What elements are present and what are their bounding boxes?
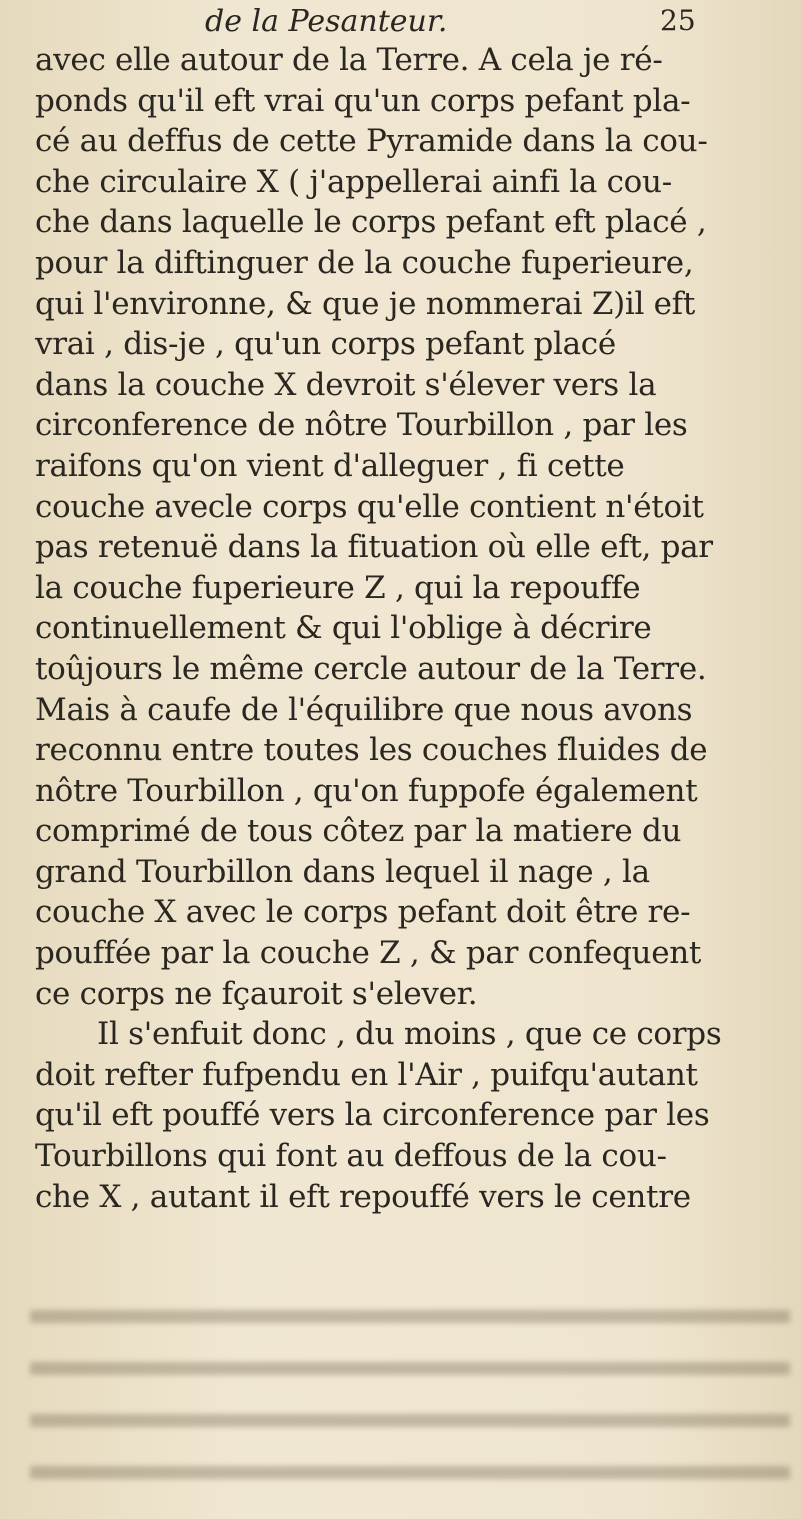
- text-line: comprimé de tous côtez par la matiere du: [35, 813, 682, 850]
- text-line: ce corps ne fçauroit s'elever.: [35, 975, 478, 1012]
- page-header: [0, 4, 801, 44]
- text-line: avec elle autour de la Terre. A cela je ré-: [35, 42, 663, 78]
- text-line: Il s'enfuit donc , du moins , que ce corps: [97, 1016, 722, 1053]
- text-line: pas retenuë dans la fituation où elle eft, par: [35, 529, 713, 566]
- text-line: couche X avec le corps pefant doit être re-: [35, 894, 691, 931]
- text-line: qui l'environne, & que je nommerai Z)il eft: [35, 285, 696, 322]
- text-line: couche avecle corps qu'elle contient n'étoit: [35, 488, 704, 525]
- text-line: Mais à caufe de l'équilibre que nous avons: [35, 691, 693, 728]
- page-number: 25: [660, 4, 696, 37]
- text-line: toûjours le même cercle autour de la Terre.: [35, 650, 707, 687]
- text-line: ponds qu'il eft vrai qu'un corps pefant pla-: [35, 82, 691, 119]
- text-line: la couche fuperieure Z , qui la repouffe: [35, 569, 641, 606]
- text-line: continuellement & qui l'oblige à décrire: [35, 610, 652, 647]
- text-line: che X , autant il eft repouffé vers le centre: [35, 1178, 691, 1215]
- page-body: [35, 40, 795, 1217]
- text-line: pouffée par la couche Z , & par confequent: [35, 935, 702, 972]
- text-line: pour la diftinguer de la couche fuperieure,: [35, 244, 694, 281]
- text-line: cé au deffus de cette Pyramide dans la cou-: [35, 123, 708, 160]
- text-line: doit refter fufpendu en l'Air , puifqu'autant: [35, 1056, 698, 1093]
- faded-text-region: [30, 1295, 790, 1505]
- text-line: vrai , dis-je , qu'un corps pefant placé: [35, 326, 616, 363]
- text-line: raifons qu'on vient d'alleguer , fi cette: [35, 447, 625, 484]
- text-line: qu'il eft pouffé vers la circonference par les: [35, 1097, 710, 1134]
- text-line: Tourbillons qui font au deffous de la cou-: [35, 1138, 667, 1175]
- text-line: dans la couche X devroit s'élever vers la: [35, 366, 657, 403]
- text-line: che dans laquelle le corps pefant eft placé ,: [35, 204, 707, 241]
- text-line: reconnu entre toutes les couches fluides de: [35, 732, 708, 769]
- running-title: de la Pesanteur.: [205, 4, 448, 39]
- text-line: circonference de nôtre Tourbillon , par les: [35, 407, 688, 444]
- text-line: che circulaire X ( j'appellerai ainfi la cou-: [35, 163, 672, 200]
- text-line: nôtre Tourbillon , qu'on fuppofe également: [35, 772, 698, 809]
- text-line: grand Tourbillon dans lequel il nage , la: [35, 853, 650, 890]
